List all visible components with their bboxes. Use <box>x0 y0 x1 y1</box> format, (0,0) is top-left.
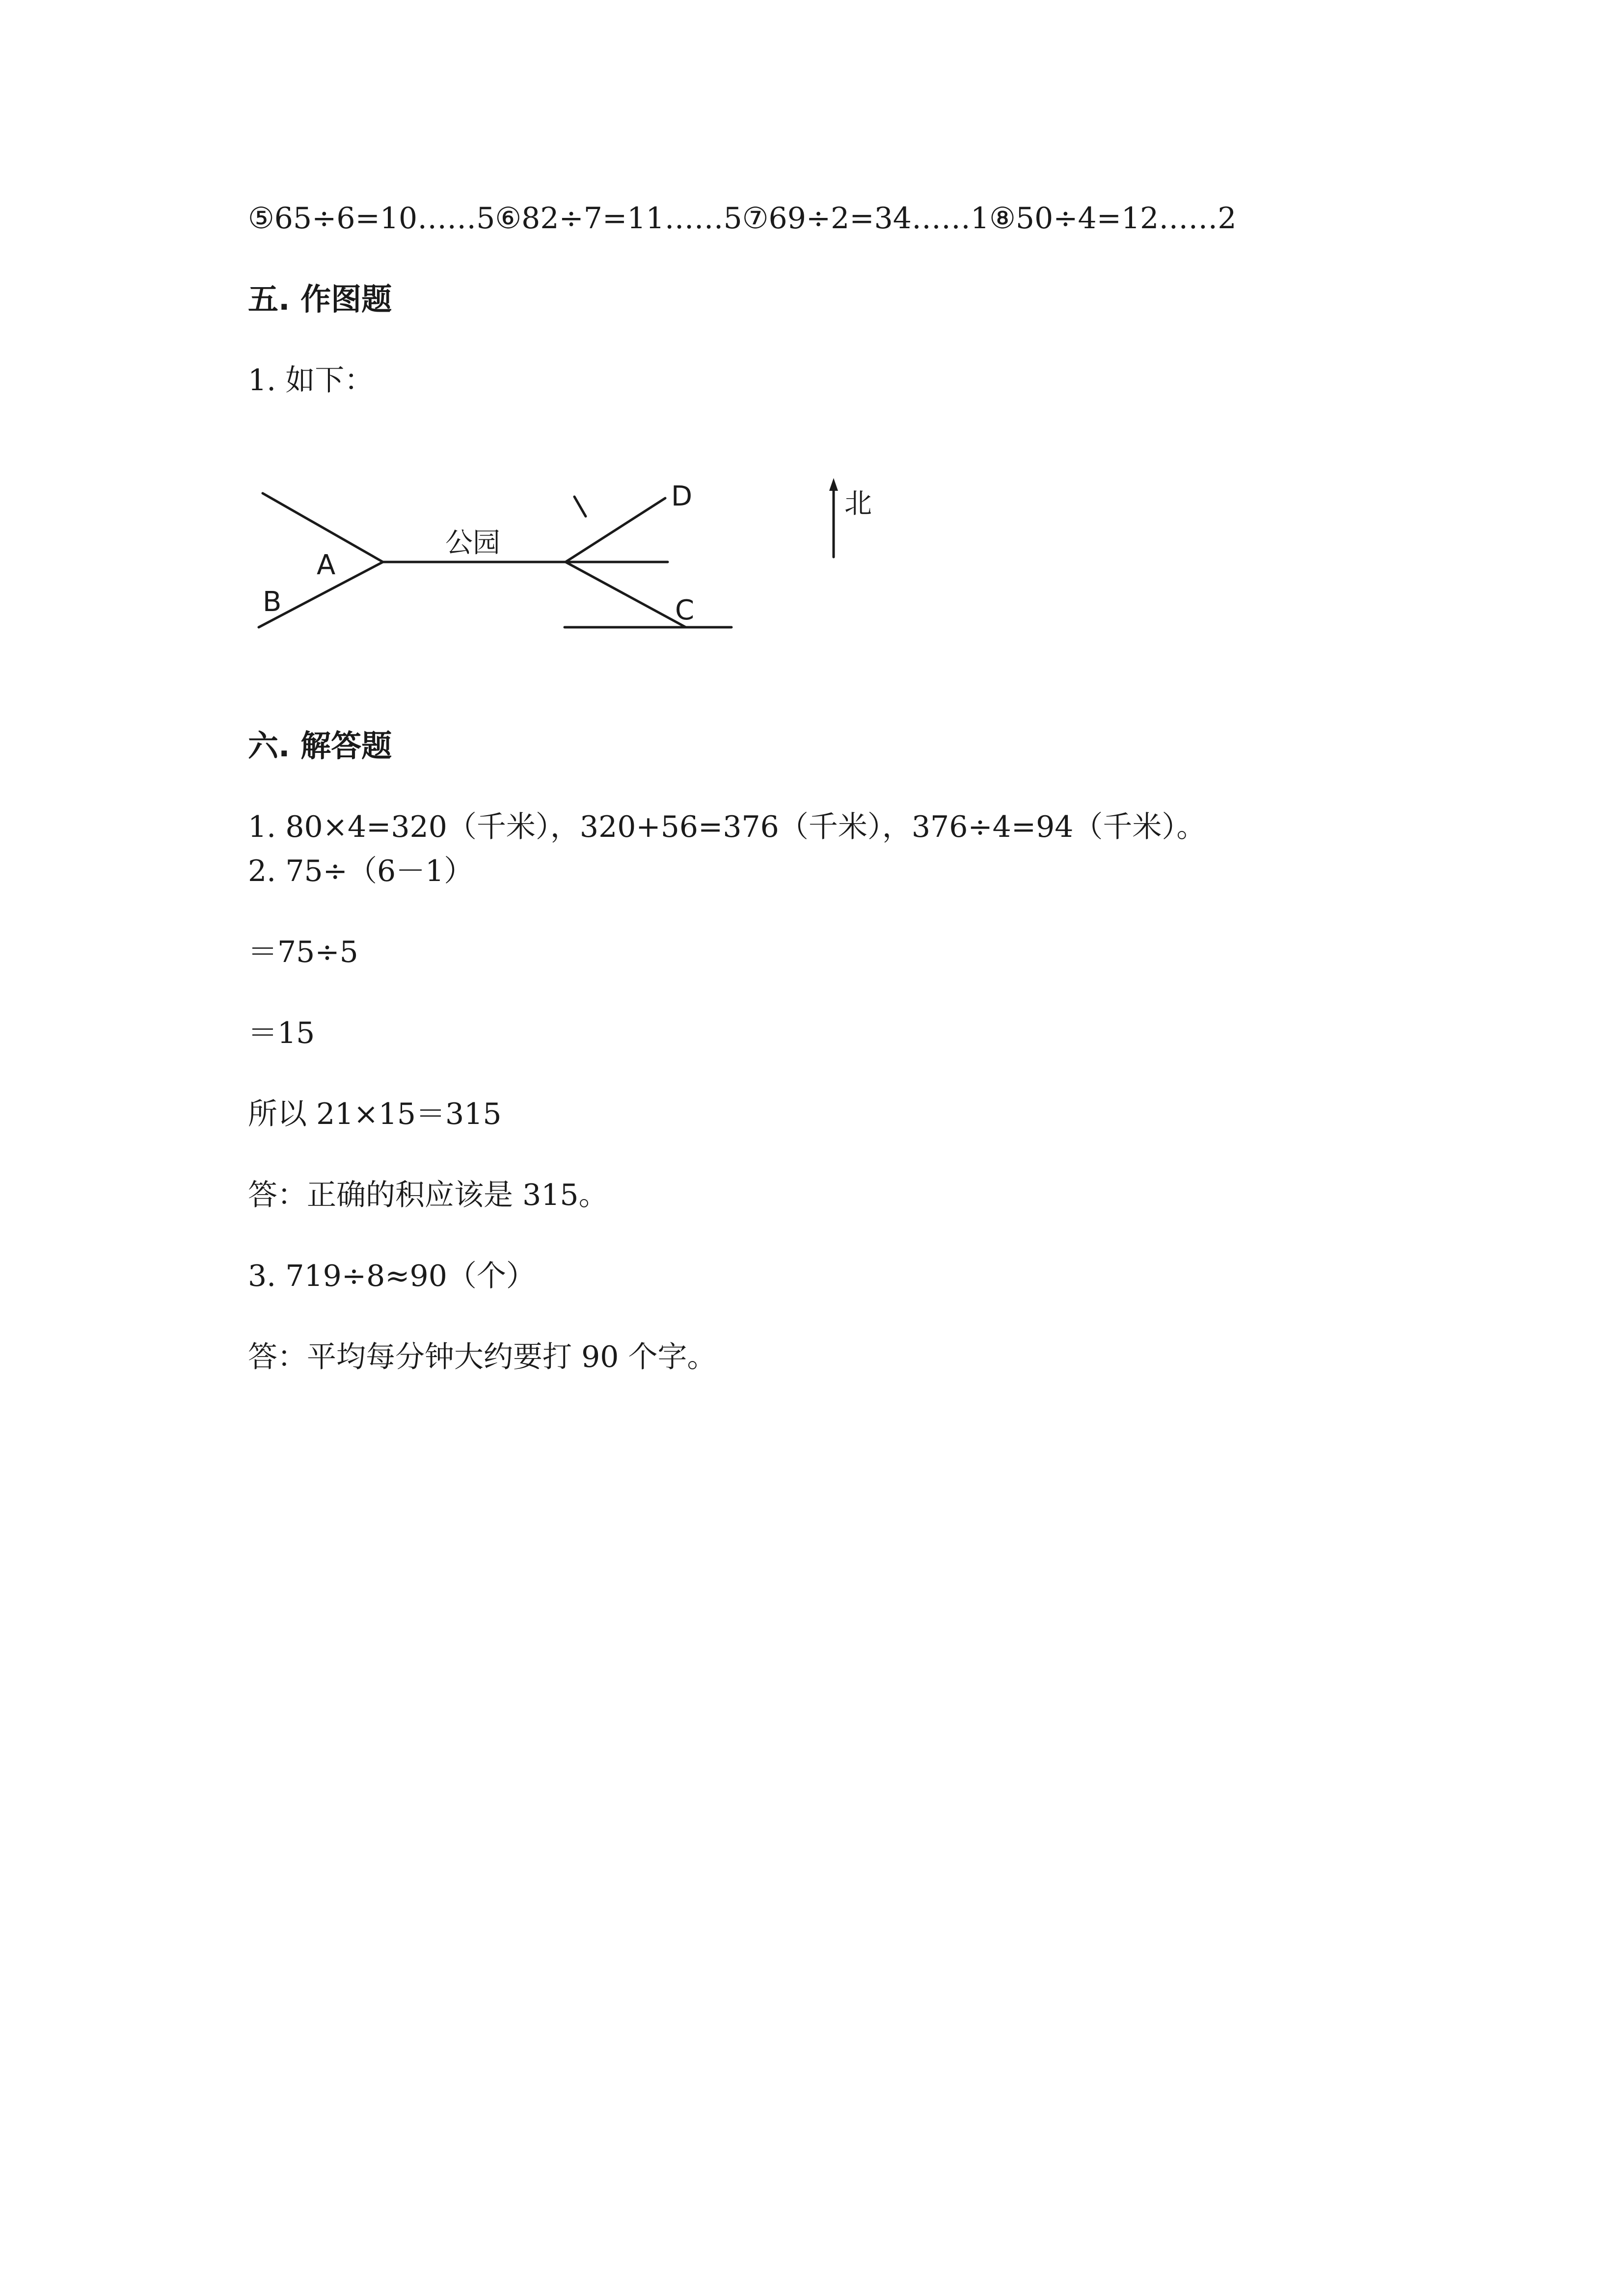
solution-2-step-2: ＝15 <box>248 1016 315 1050</box>
label-park: 公园 <box>445 527 500 559</box>
section-heading-drawing: 五. 作图题 <box>248 281 392 317</box>
label-a: A <box>317 549 336 581</box>
section-heading-solutions: 六. 解答题 <box>248 728 392 764</box>
answer-line-division: ⑤65÷6=10……5⑥82÷7=11……5⑦69÷2=34……1⑧50÷4=12……2 <box>248 201 1237 236</box>
question-drawing-1: 1. 如下： <box>248 363 374 398</box>
line-north-tick <box>574 497 586 516</box>
solution-2-answer: 答：正确的积应该是 315。 <box>248 1178 608 1212</box>
route-diagram <box>248 471 935 658</box>
north-arrow-head <box>829 478 838 491</box>
solution-3-answer: 答：平均每分钟大约要打 90 个字。 <box>248 1340 717 1374</box>
label-b: B <box>263 586 282 618</box>
solution-1: 1. 80×4=320（千米），320+56=376（千米），376÷4=94（千米）。 <box>248 810 1206 844</box>
solution-2-step-3: 所以 21×15＝315 <box>248 1097 502 1131</box>
label-c: C <box>675 594 695 626</box>
solution-2-step-1: ＝75÷5 <box>248 935 358 969</box>
label-d: D <box>671 481 693 512</box>
label-north: 北 <box>844 488 872 520</box>
line-to-c <box>566 562 686 627</box>
solution-3: 3. 719÷8≈90（个） <box>248 1259 536 1293</box>
solution-2: 2. 75÷（6－1） <box>248 854 474 888</box>
